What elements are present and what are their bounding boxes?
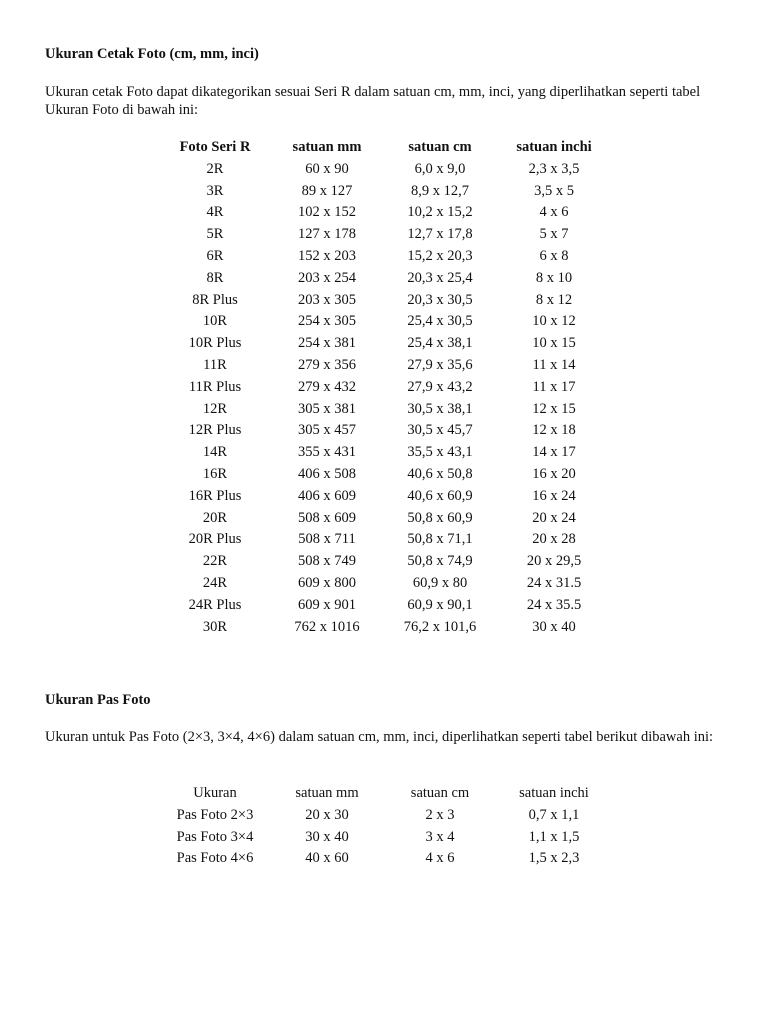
cell-size-name: 20R Plus xyxy=(188,531,242,548)
table-row xyxy=(160,595,612,617)
table-row xyxy=(160,246,612,268)
cell-size-mm: 406 x 508 xyxy=(298,465,356,482)
column-header-satuan-cm: satuan cm xyxy=(408,139,472,155)
cell-size-inch: 14 x 17 xyxy=(532,444,576,461)
cell-size-name: Pas Foto 3×4 xyxy=(176,828,254,845)
cell-size-inch: 16 x 24 xyxy=(532,487,576,504)
cell-size-name: 4R xyxy=(206,204,224,221)
cell-size-inch: 8 x 10 xyxy=(535,269,573,286)
table-row xyxy=(160,355,612,377)
cell-size-cm: 25,4 x 38,1 xyxy=(407,335,473,352)
cell-size-cm: 30,5 x 45,7 xyxy=(407,422,473,439)
table-row xyxy=(160,848,612,870)
cell-size-name: 11R Plus xyxy=(188,378,242,395)
table-row xyxy=(160,268,612,290)
cell-size-cm: 40,6 x 50,8 xyxy=(407,465,473,482)
cell-size-mm: 508 x 711 xyxy=(298,531,356,548)
table-row xyxy=(160,224,612,246)
cell-size-inch: 2,3 x 3,5 xyxy=(528,160,580,177)
cell-size-mm: 508 x 749 xyxy=(298,553,356,570)
cell-size-cm: 50,8 x 60,9 xyxy=(407,509,473,526)
cell-size-mm: 127 x 178 xyxy=(298,226,356,243)
cell-size-inch: 24 x 35.5 xyxy=(526,596,582,613)
table-row xyxy=(160,399,612,421)
table-row xyxy=(160,290,612,312)
cell-size-cm: 40,6 x 60,9 xyxy=(407,487,473,504)
cell-size-name: 10R xyxy=(202,313,228,330)
table-row xyxy=(160,529,612,551)
cell-size-cm: 20,3 x 25,4 xyxy=(407,269,473,286)
cell-size-inch: 10 x 15 xyxy=(532,335,576,352)
cell-size-mm: 762 x 1016 xyxy=(294,618,360,635)
cell-size-cm: 15,2 x 20,3 xyxy=(407,247,473,264)
cell-size-inch: 11 x 14 xyxy=(532,356,576,373)
cell-size-inch: 20 x 29,5 xyxy=(526,553,582,570)
cell-size-mm: 609 x 901 xyxy=(298,596,356,613)
table-header-row xyxy=(160,783,612,805)
cell-size-name: 12R xyxy=(202,400,228,417)
table-row xyxy=(160,377,612,399)
cell-size-cm: 4 x 6 xyxy=(425,850,455,867)
cell-size-mm: 279 x 356 xyxy=(298,356,356,373)
cell-size-cm: 35,5 x 43,1 xyxy=(407,444,473,461)
cell-size-name: 8R Plus xyxy=(192,291,238,308)
cell-size-cm: 50,8 x 74,9 xyxy=(407,553,473,570)
cell-size-name: 6R xyxy=(206,247,224,264)
cell-size-inch: 1,5 x 2,3 xyxy=(528,850,580,867)
cell-size-name: 12R Plus xyxy=(188,422,242,439)
cell-size-inch: 30 x 40 xyxy=(532,618,576,635)
cell-size-inch: 5 x 7 xyxy=(539,226,569,243)
cell-size-cm: 27,9 x 35,6 xyxy=(407,356,473,373)
intro-paragraph-pas-foto: Ukuran untuk Pas Foto (2×3, 3×4, 4×6) dalam satuan cm, mm, inci, diperlihatkan seperti tabel berikut dibawah ini: xyxy=(45,729,714,745)
cell-size-cm: 30,5 x 38,1 xyxy=(407,400,473,417)
cell-size-cm: 3 x 4 xyxy=(425,828,455,845)
cell-size-inch: 6 x 8 xyxy=(539,247,569,264)
table-row xyxy=(160,311,612,333)
table-row xyxy=(160,181,612,203)
cell-size-name: 11R xyxy=(203,356,227,373)
cell-size-name: 22R xyxy=(202,553,228,570)
cell-size-name: 24R Plus xyxy=(188,596,242,613)
cell-size-inch: 12 x 18 xyxy=(532,422,576,439)
cell-size-inch: 3,5 x 5 xyxy=(534,182,574,199)
cell-size-cm: 27,9 x 43,2 xyxy=(407,378,473,395)
cell-size-cm: 8,9 x 12,7 xyxy=(411,182,469,199)
cell-size-mm: 254 x 305 xyxy=(298,313,356,330)
ukuran-pas-foto-table xyxy=(160,783,612,870)
intro-paragraph-cetak-foto: Ukuran cetak Foto dapat dikategorikan sesuai Seri R dalam satuan cm, mm, inci, yang diperlihatkan seperti tabel Ukuran Foto di bawah ini: xyxy=(45,84,701,118)
cell-size-mm: 102 x 152 xyxy=(298,204,356,221)
cell-size-name: 5R xyxy=(206,226,224,243)
table-row xyxy=(160,827,612,849)
cell-size-name: 16R xyxy=(202,465,228,482)
ukuran-cetak-foto-table xyxy=(160,137,612,638)
table-row xyxy=(160,551,612,573)
cell-size-name: 10R Plus xyxy=(188,335,242,352)
column-header-satuan-cm: satuan cm xyxy=(410,785,470,801)
cell-size-inch: 8 x 12 xyxy=(535,291,573,308)
cell-size-cm: 12,7 x 17,8 xyxy=(407,226,473,243)
cell-size-inch: 12 x 15 xyxy=(532,400,576,417)
cell-size-cm: 20,3 x 30,5 xyxy=(407,291,473,308)
cell-size-inch: 24 x 31.5 xyxy=(526,574,582,591)
cell-size-name: Pas Foto 4×6 xyxy=(176,850,254,867)
cell-size-mm: 406 x 609 xyxy=(298,487,356,504)
cell-size-cm: 2 x 3 xyxy=(425,806,455,823)
table-row xyxy=(160,508,612,530)
cell-size-cm: 25,4 x 30,5 xyxy=(407,313,473,330)
table-row xyxy=(160,159,612,181)
cell-size-cm: 50,8 x 71,1 xyxy=(407,531,473,548)
cell-size-mm: 355 x 431 xyxy=(298,444,356,461)
column-header-ukuran: Ukuran xyxy=(193,785,237,801)
cell-size-inch: 10 x 12 xyxy=(532,313,576,330)
cell-size-mm: 152 x 203 xyxy=(298,247,356,264)
column-header-satuan-inchi: satuan inchi xyxy=(519,785,589,801)
cell-size-inch: 4 x 6 xyxy=(539,204,569,221)
cell-size-mm: 30 x 40 xyxy=(305,828,349,845)
table-row xyxy=(160,420,612,442)
table-row xyxy=(160,617,612,639)
column-header-foto-seri-r: Foto Seri R xyxy=(179,139,251,155)
cell-size-cm: 10,2 x 15,2 xyxy=(407,204,473,221)
table-row xyxy=(160,805,612,827)
cell-size-mm: 89 x 127 xyxy=(301,182,353,199)
table-row xyxy=(160,486,612,508)
table-row xyxy=(160,573,612,595)
cell-size-inch: 1,1 x 1,5 xyxy=(528,828,580,845)
column-header-satuan-mm: satuan mm xyxy=(295,785,359,801)
section-title-cetak-foto: Ukuran Cetak Foto (cm, mm, inci) xyxy=(45,46,259,62)
column-header-satuan-inchi: satuan inchi xyxy=(516,139,592,155)
section-title-pas-foto: Ukuran Pas Foto xyxy=(45,692,151,708)
cell-size-mm: 203 x 305 xyxy=(298,291,356,308)
cell-size-cm: 6,0 x 9,0 xyxy=(414,160,466,177)
cell-size-name: 3R xyxy=(206,182,224,199)
cell-size-name: 30R xyxy=(202,618,228,635)
cell-size-mm: 203 x 254 xyxy=(298,269,356,286)
cell-size-cm: 76,2 x 101,6 xyxy=(403,618,477,635)
cell-size-inch: 20 x 28 xyxy=(532,531,576,548)
cell-size-mm: 508 x 609 xyxy=(298,509,356,526)
table-row xyxy=(160,442,612,464)
table-row xyxy=(160,333,612,355)
cell-size-name: 8R xyxy=(206,269,224,286)
table-body xyxy=(160,805,612,870)
cell-size-name: 20R xyxy=(202,509,228,526)
cell-size-inch: 0,7 x 1,1 xyxy=(528,806,580,823)
table-row xyxy=(160,202,612,224)
cell-size-cm: 60,9 x 80 xyxy=(412,574,468,591)
cell-size-name: 2R xyxy=(206,160,224,177)
cell-size-mm: 20 x 30 xyxy=(305,806,349,823)
cell-size-name: Pas Foto 2×3 xyxy=(176,806,254,823)
cell-size-mm: 305 x 381 xyxy=(298,400,356,417)
cell-size-mm: 279 x 432 xyxy=(298,378,356,395)
cell-size-mm: 40 x 60 xyxy=(305,850,349,867)
cell-size-mm: 60 x 90 xyxy=(305,160,349,177)
cell-size-mm: 609 x 800 xyxy=(298,574,356,591)
cell-size-inch: 11 x 17 xyxy=(532,378,576,395)
cell-size-mm: 254 x 381 xyxy=(298,335,356,352)
cell-size-inch: 20 x 24 xyxy=(532,509,576,526)
cell-size-inch: 16 x 20 xyxy=(532,465,576,482)
table-row xyxy=(160,464,612,486)
table-header-row xyxy=(160,137,612,159)
cell-size-name: 24R xyxy=(202,574,228,591)
table-body xyxy=(160,159,612,639)
column-header-satuan-mm: satuan mm xyxy=(292,139,362,155)
cell-size-cm: 60,9 x 90,1 xyxy=(407,596,473,613)
cell-size-name: 16R Plus xyxy=(188,487,242,504)
cell-size-mm: 305 x 457 xyxy=(298,422,356,439)
cell-size-name: 14R xyxy=(202,444,228,461)
